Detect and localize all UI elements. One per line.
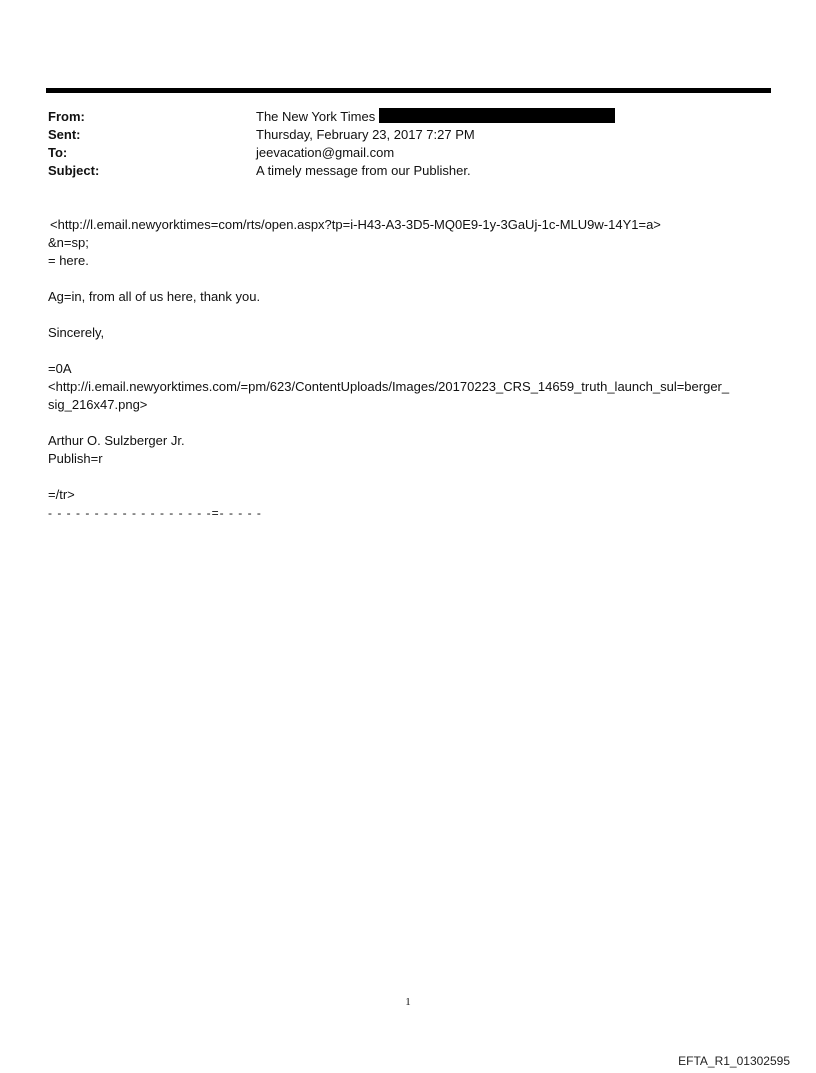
redaction-box bbox=[379, 108, 615, 123]
from-sender: The New York Times bbox=[256, 109, 376, 124]
signature-name: Arthur O. Sulzberger Jr. bbox=[48, 433, 185, 448]
from-value bbox=[256, 108, 615, 126]
body-line: &n=sp; bbox=[48, 235, 89, 250]
signature-image-link: <http://i.email.newyorktimes.com/=pm/623/ContentUploads/Images/20170223_CRS_14659_truth_launch_sul=berger_ bbox=[48, 379, 730, 394]
body-line: = here. bbox=[48, 253, 89, 268]
sent-value: Thursday, February 23, 2017 7:27 PM bbox=[256, 127, 475, 142]
to-label: To: bbox=[48, 145, 68, 160]
to-value: jeevacation@gmail.com bbox=[256, 145, 395, 160]
signature-title: Publish=r bbox=[48, 451, 103, 466]
tracking-link: <http://l.email.newyorktimes=com/rts/open.aspx?tp=i-H43-A3-3D5-MQ0E9-1y-3GaUj-1c-MLU9w-14Y1=a> bbox=[50, 217, 661, 232]
document-id: EFTA_R1_01302595 bbox=[678, 1054, 790, 1068]
signature-image-link-cont: sig_216x47.png> bbox=[48, 397, 148, 412]
body-line: =0A bbox=[48, 361, 72, 376]
sent-label: Sent: bbox=[48, 127, 81, 142]
dashed-separator: - - - - - - - - - - - - - - - - - -=- - - - - bbox=[48, 506, 262, 520]
subject-label: Subject: bbox=[48, 163, 100, 178]
email-body bbox=[48, 216, 773, 522]
thanks-line: Ag=in, from all of us here, thank you. bbox=[48, 289, 261, 304]
closing: Sincerely, bbox=[48, 325, 105, 340]
subject-value: A timely message from our Publisher. bbox=[256, 163, 471, 178]
page-number: 1 bbox=[405, 996, 411, 1008]
from-label: From: bbox=[48, 109, 85, 124]
header-divider bbox=[46, 88, 771, 93]
body-line: =/tr> bbox=[48, 487, 75, 502]
